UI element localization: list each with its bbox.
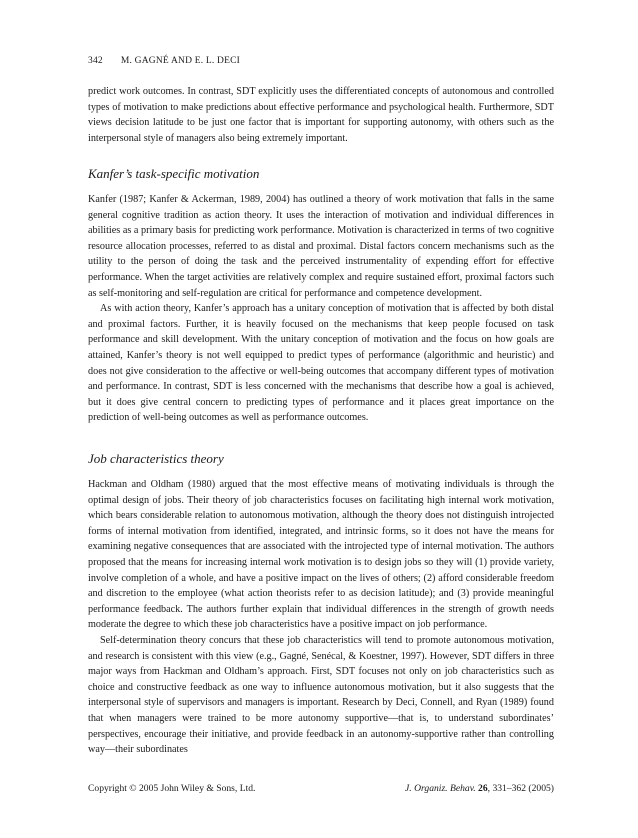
- running-head-authors: M. GAGNÉ AND E. L. DECI: [120, 56, 240, 66]
- kanfer-section-body: [88, 192, 554, 426]
- journal-volume: 26: [478, 783, 488, 794]
- running-header: [88, 56, 240, 66]
- intro-block: [88, 84, 554, 146]
- intro-paragraph: predict work outcomes. In contrast, SDT explicitly uses the differentiated concepts of autonomous and controlled types of motivation to make predictions about effective performance and psychological health. Furthermore, SDT views decision latitude to be just one factor that is important for supporting autonomy, with others such as the interpersonal style of managers also being extremely important.: [88, 86, 554, 144]
- section-heading-kanfer: Kanfer’s task-specific motivation: [88, 166, 260, 181]
- job-paragraph-1: Hackman and Oldham (1980) argued that the most effective means of motivating individuals is through the optimal design of jobs. Their theory of job characteristics focuses on facilitating high internal work motivation, which bears considerable relation to autonomous motivation, although the theory does not distinguish introjected forms of internal motivation from identified, integrated, and intrinsic forms, so it does not have the means for examining negative consequences that are associated with the introjected type of internal motivation. The authors proposed that the means for increasing internal work motivation is to design jobs so they will (1) provide variety, involve completion of a whole, and have a positive impact on the lives of others; (2) afford considerable freedom and discretion to the employee (what action theorists refer to as decision latitude); and (3) provide meaningful performance feedback. The authors further explain that individual differences in the strength of growth needs moderate the degree to which these job characteristics have a positive impact on job performance.: [88, 479, 554, 631]
- page-footer: [88, 783, 554, 794]
- journal-pages: , 331–362 (2005): [487, 783, 554, 794]
- journal-citation: [405, 783, 554, 794]
- kanfer-paragraph-2: As with action theory, Kanfer’s approach has a unitary conception of motivation that is affected by both distal and proximal factors. Further, it is heavily focused on the mechanisms that keep people focused on task performance and skill development. With the unitary conception of motivation and the focus on how goals are attained, Kanfer’s theory is not well equipped to predict types of performance (algorithmic and heuristic) and does not give consideration to the affective or well-being outcomes that accompany different types of motivation and performance. In contrast, SDT is less concerned with the mechanisms that describe how a goal is achieved, but it does give central concern to predicting types of performance and it places great importance on the prediction of well-being outcomes as well as performance outcomes.: [88, 303, 554, 424]
- page-number: 342: [88, 56, 103, 66]
- journal-name: J. Organiz. Behav.: [405, 783, 476, 794]
- job-paragraph-2: Self-determination theory concurs that these job characteristics will tend to promote autonomous motivation, and research is consistent with this view (e.g., Gagné, Senécal, & Koestner, 1997). However, SDT differs in three major ways from Hackman and Oldham’s approach. First, SDT focuses not only on job characteristics such as choice and constructive feedback as one way to influence autonomous motivation, but it also suggests that the interpersonal style of supervisors and managers is important. Research by Deci, Connell, and Ryan (1989) found that when managers were trained to be more autonomy supportive—that is, to understand subordinates’ perspectives, encourage their initiative, and provide feedback in an autonomy-supportive rather than controlling way—their subordinates: [88, 634, 554, 756]
- kanfer-paragraph-1: Kanfer (1987; Kanfer & Ackerman, 1989, 2004) has outlined a theory of work motivation that falls in the same general cognitive tradition as action theory. It uses the interaction of motivation and individual differences in abilities as a primary basis for predicting work performance. Motivation is characterized in terms of two cognitive resource allocation processes, referred to as distal and proximal. Distal factors concern mechanisms such as the utility to the person of doing the task and the perceived instrumentality of expending effort for effective performance. When the target activities are relatively complex and require sustained effort, proximal factors such as self-monitoring and self-regulation are critical for performance and competence development.: [88, 194, 554, 299]
- copyright-notice: Copyright © 2005 John Wiley & Sons, Ltd.: [88, 783, 256, 794]
- job-section-body: [88, 477, 554, 758]
- section-heading-job: Job characteristics theory: [88, 451, 224, 466]
